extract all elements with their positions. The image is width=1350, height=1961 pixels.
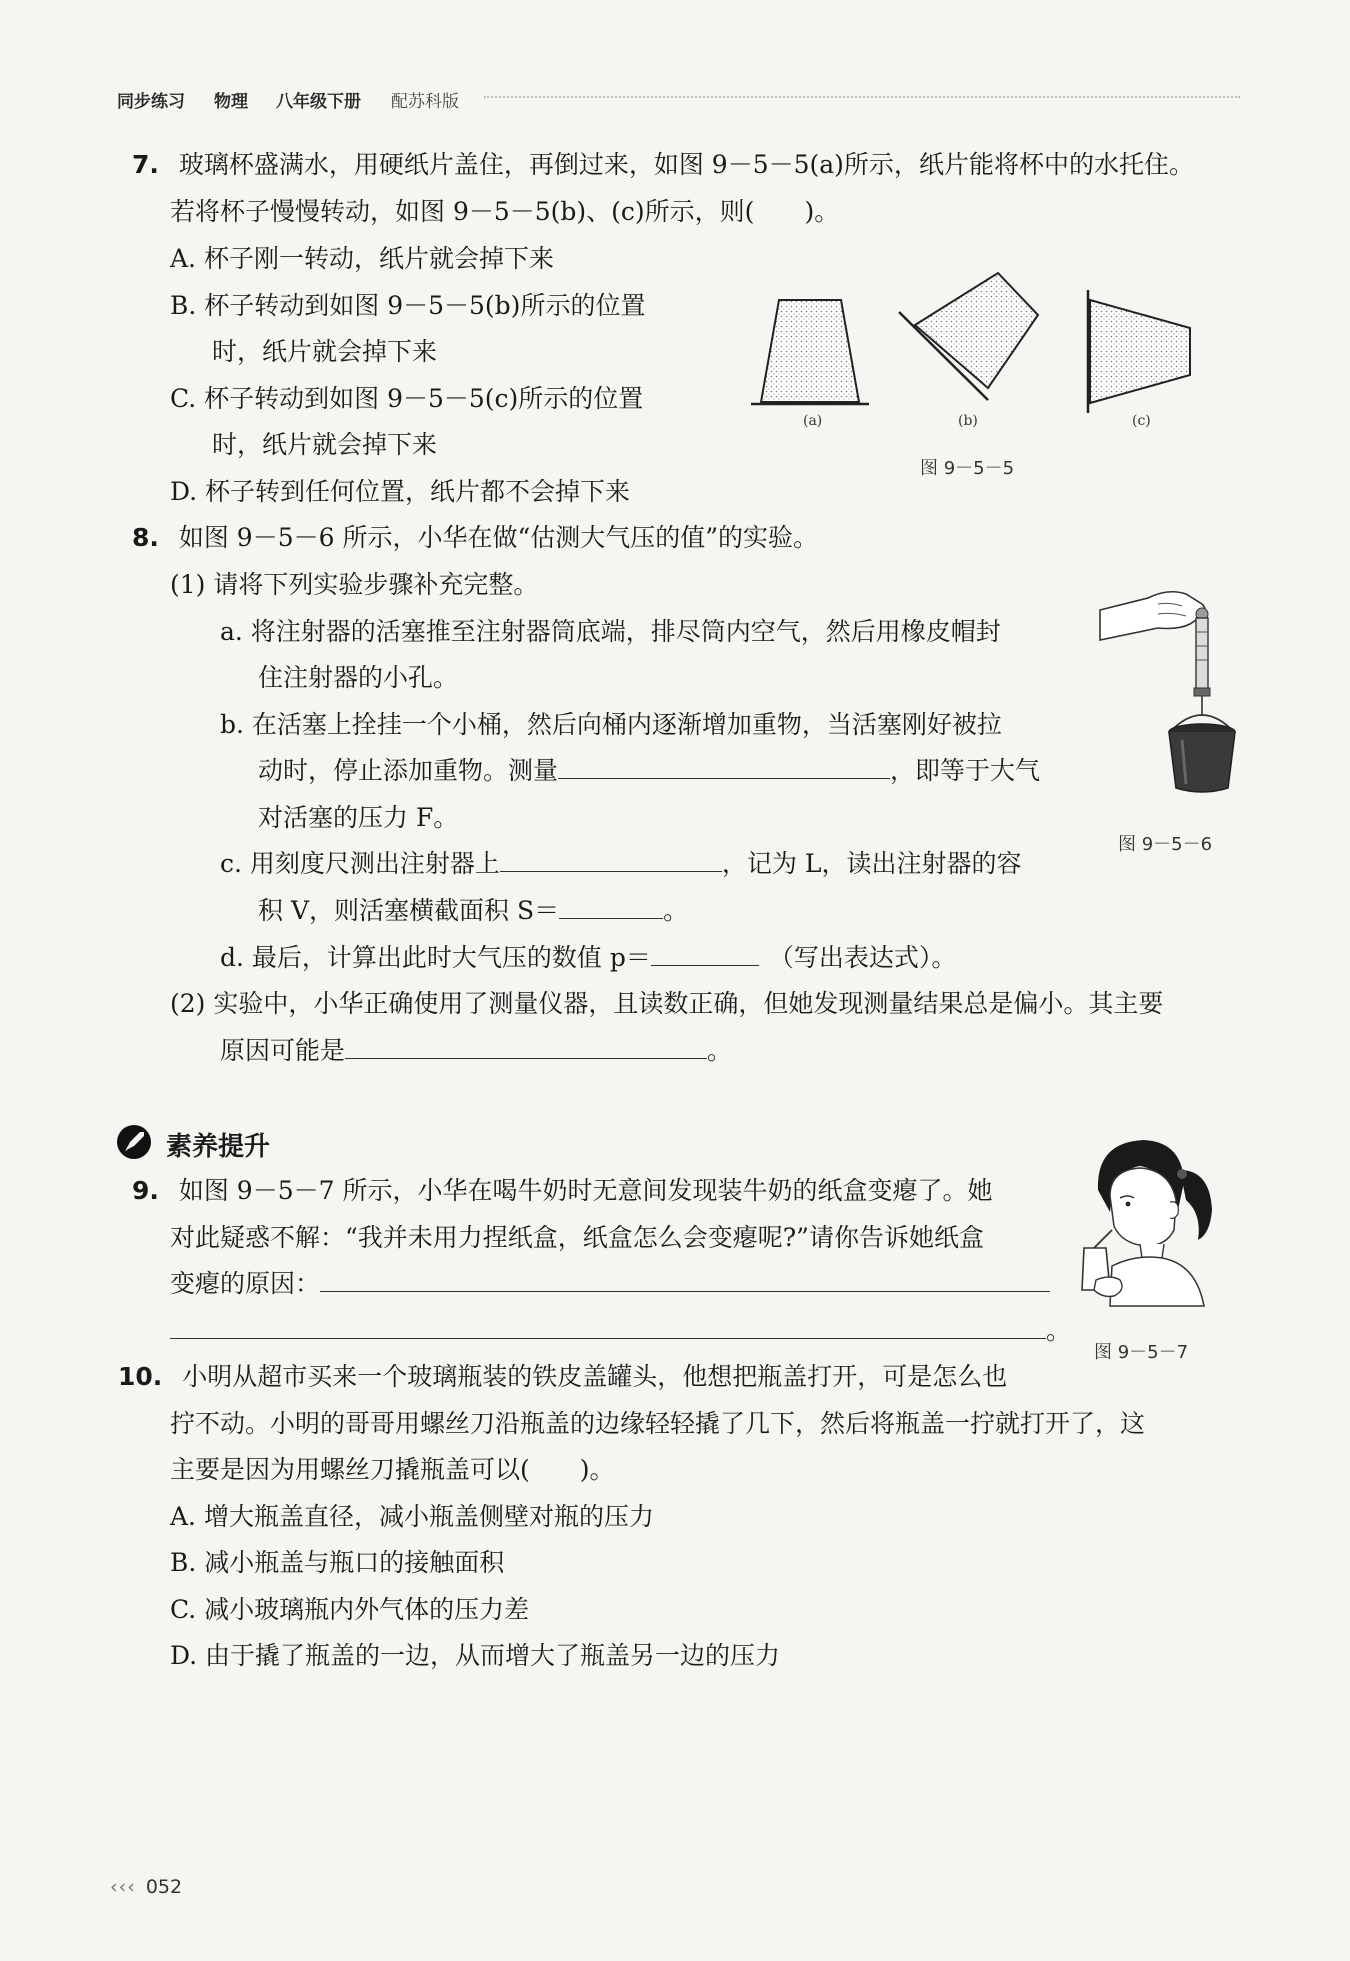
header-grade: 八年级下册 (276, 92, 361, 112)
q7-option-a: A. 杯子刚一转动，纸片就会掉下来 (170, 244, 554, 273)
q9-line3-text: 变瘪的原因： (170, 1269, 321, 1298)
q8-step-d-text2: （写出表达式）。 (768, 943, 957, 972)
q7-line2: 若将杯子慢慢转动，如图 9－5－5(b)、(c)所示，则( )。 (170, 197, 840, 226)
answer-blank-b[interactable] (558, 758, 890, 779)
q8-part1: (1) 请将下列实验步骤补充完整。 (170, 570, 539, 599)
q8-step-b-cont (258, 758, 1040, 783)
q10-stem: 小明从超市买来一个玻璃瓶装的铁皮盖罐头，他想把瓶盖打开，可是怎么也 (182, 1362, 1008, 1391)
page-arrows: ‹‹‹ (110, 1876, 136, 1898)
rocket-icon (116, 1124, 152, 1160)
fig-c-label: (c) (1132, 413, 1151, 429)
figure-9-5-7-girl (1070, 1130, 1230, 1310)
q8-step-b-text2: ，即等于大气 (890, 756, 1041, 785)
page-footer (110, 1876, 182, 1898)
cup-b (899, 273, 1038, 400)
q8-part2-cont (220, 1038, 732, 1063)
q10-line3: 主要是因为用螺丝刀撬瓶盖可以( )。 (170, 1455, 615, 1484)
fig-9-5-6-caption: 图 9－5－6 (1118, 834, 1213, 855)
cup-c (1088, 290, 1190, 413)
answer-blank-c2[interactable] (559, 898, 663, 919)
fig-9-5-5-caption: 图 9－5－5 (920, 458, 1015, 479)
q8-step-c-text2: ，记为 L，读出注射器的容 (721, 849, 1022, 878)
q10-number: 10. (118, 1362, 163, 1391)
fig-a-label: (a) (803, 413, 823, 429)
q8-step-d-text: d. 最后，计算出此时大气压的数值 p＝ (220, 943, 651, 972)
q9-line3 (170, 1271, 1050, 1296)
q7-option-c-cont: 时，纸片就会掉下来 (212, 430, 438, 459)
section-title: 素养提升 (166, 1132, 271, 1162)
answer-blank-q9-2[interactable] (170, 1318, 1046, 1339)
q8-step-c-text4: 。 (663, 896, 689, 925)
figure-9-5-5-cups (745, 265, 1205, 425)
answer-blank-2[interactable] (345, 1038, 707, 1059)
q8-step-b-cont2: 对活塞的压力 F。 (258, 803, 459, 832)
q8-step-a-cont: 住注射器的小孔。 (258, 663, 459, 692)
q9-line4 (170, 1318, 1071, 1343)
q9-stem: 如图 9－5－7 所示，小华在喝牛奶时无意间发现装牛奶的纸盒变瘪了。她 (178, 1176, 993, 1205)
q8-step-c-text: c. 用刻度尺测出注射器上 (220, 849, 500, 878)
q7-line1 (132, 152, 1194, 177)
answer-blank-d[interactable] (651, 945, 759, 966)
q8-step-d (220, 945, 956, 970)
header-series: 同步练习 (117, 92, 185, 112)
q8-part2-text2: 。 (707, 1036, 733, 1065)
q7-option-c: C. 杯子转动到如图 9－5－5(c)所示的位置 (170, 384, 644, 413)
q8-part2-text: 原因可能是 (220, 1036, 346, 1065)
q10-option-b: B. 减小瓶盖与瓶口的接触面积 (170, 1548, 505, 1577)
q10-option-c: C. 减小玻璃瓶内外气体的压力差 (170, 1595, 530, 1624)
q8-step-b-text: 动时，停止添加重物。测量 (258, 756, 559, 785)
header-rule (484, 96, 1240, 98)
q8-line1 (132, 525, 818, 550)
q7-option-b: B. 杯子转动到如图 9－5－5(b)所示的位置 (170, 291, 646, 320)
q9-line1 (132, 1178, 992, 1203)
q8-step-c-text3: 积 V，则活塞横截面积 S＝ (258, 896, 560, 925)
answer-blank-q9-1[interactable] (320, 1271, 1050, 1292)
q10-line1 (118, 1364, 1007, 1389)
q7-number: 7. (132, 150, 159, 179)
q10-option-d: D. 由于撬了瓶盖的一边，从而增大了瓶盖另一边的压力 (170, 1641, 781, 1670)
q10-line2: 拧不动。小明的哥哥用螺丝刀沿瓶盖的边缘轻轻撬了几下，然后将瓶盖一拧就打开了，这 (170, 1409, 1146, 1438)
q9-line2: 对此疑惑不解：“我并未用力捏纸盒，纸盒怎么会变瘪呢?”请你告诉她纸盒 (170, 1223, 984, 1252)
header-edition: 配苏科版 (391, 92, 459, 112)
q7-option-b-cont: 时，纸片就会掉下来 (212, 337, 438, 366)
q8-step-a: a. 将注射器的活塞推至注射器筒底端，排尽筒内空气，然后用橡皮帽封 (220, 617, 1001, 646)
page-number: 052 (145, 1876, 183, 1898)
figure-9-5-6-syringe (1098, 580, 1238, 800)
answer-blank-c1[interactable] (500, 851, 722, 872)
q8-step-c (220, 851, 1021, 876)
q7-option-d: D. 杯子转到任何位置，纸片都不会掉下来 (170, 477, 631, 506)
q8-step-b: b. 在活塞上拴挂一个小桶，然后向桶内逐渐增加重物，当活塞刚好被拉 (220, 710, 1002, 739)
q8-number: 8. (132, 523, 159, 552)
q9-end: 。 (1046, 1316, 1072, 1345)
q8-intro: 如图 9－5－6 所示，小华在做“估测大气压的值”的实验。 (178, 523, 819, 552)
cup-a (751, 300, 869, 404)
fig-b-label: (b) (958, 413, 978, 429)
q9-number: 9. (132, 1176, 159, 1205)
q10-option-a: A. 增大瓶盖直径，减小瓶盖侧壁对瓶的压力 (170, 1502, 654, 1531)
q8-step-c-cont (258, 898, 688, 923)
q8-part2: (2) 实验中，小华正确使用了测量仪器，且读数正确，但她发现测量结果总是偏小。其主要 (170, 989, 1164, 1018)
fig-9-5-7-caption: 图 9－5－7 (1094, 1342, 1189, 1363)
header-subject: 物理 (214, 92, 248, 112)
q7-stem: 玻璃杯盛满水，用硬纸片盖住，再倒过来，如图 9－5－5(a)所示，纸片能将杯中的水托住。 (178, 150, 1194, 179)
